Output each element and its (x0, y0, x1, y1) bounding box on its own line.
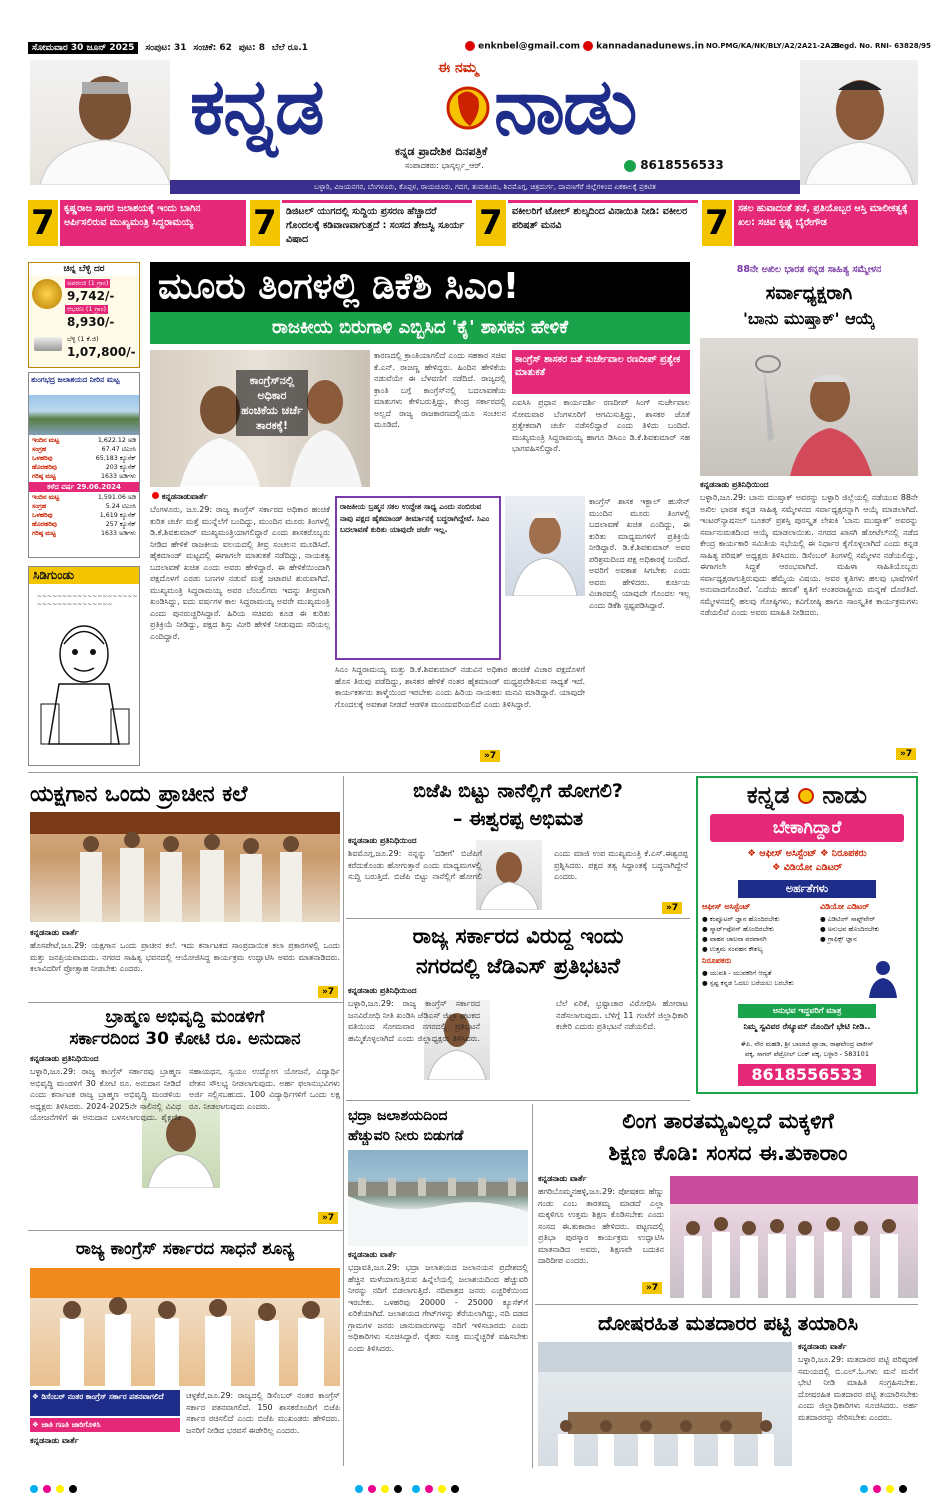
dam-row-value: 5.24 ಟಿಎಂಸಿ (105, 503, 136, 510)
gold-coins-icon (32, 279, 62, 309)
eshwarappa-headline-2: – ಈಶ್ವರಪ್ಪ ಅಭಿಮತ (452, 808, 584, 830)
gold24-value: 9,742/- (67, 289, 115, 303)
gender-event-photo (670, 1176, 918, 1298)
email-icon (465, 41, 475, 51)
registration-dots-center (355, 1478, 464, 1497)
jobs-requirement-item: ● ಅನುಭವ ಹೊಂದಿರಬೇಕು (820, 925, 880, 933)
teaser-4[interactable] (702, 200, 918, 246)
silver-value: 1,07,800/- (67, 345, 136, 359)
dam-row-value: 67.47 ಟಿಎಂಸಿ (101, 446, 136, 453)
yakshagana-continued-link[interactable]: »7 (318, 986, 338, 998)
voters-body: ಬಳ್ಳಾರಿ,ಜೂ.29: ಮತದಾರರ ಪಟ್ಟಿ ಪರಿಷ್ಕರಣೆ ಸಮಯದಲ್ಲಿ ಬಿ.ಎಲ್.ಓ.ಗಳು ಮನೆ ಮನೆಗೆ ಭೇಟಿ ನೀಡಿ ಮಾಹಿತಿ ಸಂಗ್ರಹಿಸಬೇಕು. ದೋಷರಹಿತ ಮತದಾರರ ಪಟ್ಟಿ ತಯಾರಿಸಬೇಕು ಎಂದು ಜಿಲ್ಲಾಧಿಕಾರಿಗಳು ಸೂಚಿಸಿದರು. ಅರ್ಹ ಮತದಾರರನ್ನು ಸೇರಿಸಬೇಕು ಎಂದರು. (798, 1355, 918, 1422)
cartoon-title: ಸಿಡಿಗುಂಡು (29, 567, 139, 584)
jobs-brand: ಕನ್ನಡ ನಾಡು (746, 781, 868, 809)
pages: ಪುಟ: 8 (238, 43, 265, 53)
dam-current-rows (29, 435, 139, 482)
dam-photo (29, 395, 139, 435)
banu-mushtaq-photo (700, 338, 918, 476)
dam-row-label: ಒಳಹರಿವು (32, 455, 53, 462)
jobs-requirement-item: ● ಸ್ಪಷ್ಟ ಕನ್ನಡ ಓದಲು ಬರೆಯಲು ಬರಬೇಕು (702, 979, 794, 987)
volume: ಸಂಪುಟ: 31 (145, 43, 187, 53)
lead-col-4: ಕಾಂಗ್ರೆಸ್ ಶಾಸಕ ಇಕ್ಬಾಲ್ ಹುಸೇನ್ ಮುಂದಿನ ಮೂರು ತಿಂಗಳಲ್ಲಿ ಬದಲಾವಣೆ ಖಚಿತ ಎಂದಿದ್ದು, ಈ ಕುರಿತು ಮಾಧ್ಯಮಗಳಿಗೆ ಪ್ರತಿಕ್ರಿಯೆ ನೀಡಿದ್ದಾರೆ. ಡಿ.ಕೆ.ಶಿವಕುಮಾರ್ ಅವರ ಪರಿಶ್ರಮದಿಂದ ಪಕ್ಷ ಅಧಿಕಾರಕ್ಕೆ ಬಂದಿದೆ. ಅವರಿಗೆ ಅವಕಾಶ ಸಿಗಬೇಕು ಎಂದು ಅವರು ಹೇಳಿದರು. ಕುರ್ಚಿಯ ವಿಚಾರದಲ್ಲಿ ಯಾವುದೇ ಗೊಂದಲ ಇಲ್ಲ ಎಂದು ಡಿಕೆಶಿ ಸ್ಪಷ್ಟಪಡಿಸಿದ್ದಾರೆ. (589, 497, 690, 610)
dam-last-year-rows (29, 492, 139, 539)
jobs-wanted-banner: ಬೇಕಾಗಿದ್ದಾರೆ (710, 814, 904, 842)
jobs-requirement-item: ● ಸ್ಮಾರ್ಟ್‌ಫೋನ್ ಹೊಂದಿರಬೇಕು (702, 925, 775, 933)
lead-col-2: ಕಾರಣದಲ್ಲಿ ಕ್ರಾಂತಿಯಾಗಲಿದೆ ಎಂದು ಸಹಕಾರ ಸಚಿವ ಕೆ.ಎನ್. ರಾಜಣ್ಣ ಹೇಳಿದ್ದರು. ಹಿಂದಿನ ಹೇಳಿಕೆಯ ನಡುವೆಯೇ ಈ ಬೆಳವಣಿಗೆ ನಡೆದಿದೆ. ರಾಜ್ಯದಲ್ಲಿ ಕ್ರಾಂತಿ ಬಗ್ಗೆ ಕಾಂಗ್ರೆಸ್‌ನಲ್ಲಿ ಬದಲಾವಣೆಯ ಮಾತುಗಳು ಕೇಳಿಬರುತ್ತಿದ್ದು, ಕೇಂದ್ರ ಸರ್ಕಾರದಲ್ಲಿ ಅಲ್ಲದೆ ರಾಜ್ಯ ರಾಜಕಾರಣದಲ್ಲಿಯೂ ಸಂಚಲನ ಮೂಡಿದೆ. (374, 351, 506, 429)
jobs-requirement-item: ● ಉತ್ತಮ ಸಂವಹನ ಕೌಶಲ್ಯ (702, 945, 763, 953)
eshwarappa-body: ಶಿವಮೊಗ್ಗ,ಜೂ.29: ನನ್ನನ್ನು 'ದಡೀಗೆ' ಬಿಜೆಪಿಗೆ ಕರೆದುಕೊಂಡು ಹೋಗುತ್ತಾರೆ ಎಂದು ಮಾಧ್ಯಮಗಳಲ್ಲಿ ಸುದ್ದಿ ಬರುತ್ತಿದೆ. ಬಿಜೆಪಿ ಬಿಟ್ಟು ನಾನೆಲ್ಲಿಗೆ ಹೋಗಲಿ ಎಂದು ಮಾಜಿ ಉಪ ಮುಖ್ಯಮಂತ್ರಿ ಕೆ.ಎಸ್.ಈಶ್ವರಪ್ಪ ಪ್ರಶ್ನಿಸಿದರು. ಪಕ್ಷದ ತತ್ವ ಸಿದ್ಧಾಂತಕ್ಕೆ ಬದ್ಧನಾಗಿದ್ದೇನೆ ಎಂದರು. (348, 849, 688, 881)
dam-row (32, 493, 136, 502)
yakshagana-byline: ಕನ್ನಡನಾಡು ವಾರ್ತೆ (30, 928, 79, 937)
lead-subhead: ರಾಜಕೀಯ ಬಿರುಗಾಳಿ ಎಬ್ಬಿಸಿದ 'ಕೈ' ಶಾಸಕನ ಹೇಳಿಕೆ (150, 312, 690, 344)
teaser-page-number: 7 (705, 203, 729, 243)
dam-row-label: ಹೊರಹರಿವು (32, 521, 57, 528)
masthead-title-small: ಈ ನಮ್ಮ (438, 60, 479, 76)
cm-photo (30, 60, 170, 185)
lead-col-3: ಸಿಎಂ ಸಿದ್ದರಾಮಯ್ಯ ಮತ್ತು ಡಿ.ಕೆ.ಶಿವಕುಮಾರ್ ನಡುವಿನ ಅಧಿಕಾರ ಹಂಚಿಕೆ ವಿಚಾರ ಪಕ್ಷದೊಳಗೆ ಹೊಸ ತಿರುವು ಪಡೆದಿದ್ದು, ಶಾಸಕರ ಹೇಳಿಕೆ ನಂತರ ಹೈಕಮಾಂಡ್ ಮಧ್ಯಪ್ರವೇಶಿಸುವ ಸಾಧ್ಯತೆ ಇದೆ. ಕಾರ್ಯಕರ್ತರು ತಾಳ್ಮೆಯಿಂದ ಇರಬೇಕು ಎಂದು ಹಿರಿಯ ನಾಯಕರು ಮನವಿ ಮಾಡಿದ್ದಾರೆ. ಯಾವುದೇ ಗೊಂದಲಕ್ಕೆ ಅವಕಾಶ ನೀಡದೆ ಆಡಳಿತ ಮುಂದುವರಿಯಲಿದೆ ಎಂದು ತಿಳಿಸಿದ್ದಾರೆ. (335, 665, 585, 709)
teaser-2[interactable] (250, 200, 472, 246)
congress-zero-bullet-2: ❖ ಜಾತಿ ಗಣತಿ ಜಾರಿಗೊಳಿಸಿ (30, 1418, 180, 1432)
sahitya-headline-2: 'ಬಾನು ಮುಷ್ತಾಕ್' ಆಯ್ಕೆ (743, 309, 875, 328)
dam-row (32, 529, 136, 538)
registration-dots-right (860, 1478, 912, 1497)
lead-byline: ಕನ್ನಡನಾಡುವಾರ್ತೆ (152, 492, 208, 502)
teaser-text: ವಕೀಲರಿಗೆ ಟೋಲ್ ಶುಲ್ಕದಿಂದ ವಿನಾಯಿತಿ ನೀಡಿ: ವಕೀಲರ ಪರಿಷತ್ ಮನವಿ (508, 200, 698, 246)
dam-row-value: 1,619 ಕ್ಯೂಸೆಕ್ (99, 512, 136, 519)
teaser-page-number: 7 (479, 203, 503, 243)
brahmin-headline-2: ಸರ್ಕಾರದಿಂದ 30 ಕೋಟಿ ರೂ. ಅನುದಾನ (69, 1029, 301, 1049)
districts-strip: ಬಳ್ಳಾರಿ, ವಿಜಯನಗರ, ಬೆಂಗಳೂರು, ಕೊಪ್ಪಳ, ರಾಯಚೂರು, ಗದಗ, ತುಮಕೂರು, ಶಿವಮೊಗ್ಗ, ಚಿತ್ರದುರ್ಗ, ದಾವಣಗೆರೆ ಜಿಲ್ಲೆಗಳಿಂದ ಏಕಕಾಲಕ್ಕೆ ಪ್ರಕಟಿತ (170, 180, 800, 194)
congress-zero-headline: ರಾಜ್ಯ ಕಾಂಗ್ರೆಸ್ ಸರ್ಕಾರದ ಸಾಧನೆ ಶೂನ್ಯ (75, 1239, 295, 1259)
masthead-title-left: ಕನ್ನಡ (190, 62, 323, 152)
whatsapp-contact[interactable]: 8618556533 (624, 158, 724, 172)
jobs-requirement-item: ● ಎಡಿಟಿಂಗ್ ಸಾಫ್ಟ್‌ವೇರ್ (820, 915, 876, 923)
sahitya-byline: ಕನ್ನಡನಾಡು ಪ್ರತಿನಿಧಿಯಿಂದ (700, 480, 769, 489)
website-link[interactable]: kannadanadunews.in (583, 41, 704, 52)
issue-number: ಸಂಚಿಕೆ: 62 (193, 43, 232, 53)
dam-row-value: 1633 ಅಡಿಗಳು (101, 530, 136, 537)
jobs-video-title: ವಿಡಿಯೋ ಎಡಿಟರ್ (820, 902, 870, 911)
gender-headline-2: ಶಿಕ್ಷಣ ಕೊಡಿ: ಸಂಸದ ಈ.ತುಕಾರಾಂ (608, 1141, 848, 1165)
gold-rates-title: ಚಿನ್ನ ಬೆಳ್ಳಿ ದರ (29, 263, 139, 276)
teaser-1[interactable] (28, 200, 246, 246)
jobs-ad (696, 776, 918, 1094)
dam-row-label: ಒಳಹರಿವು (32, 512, 53, 519)
jobs-experience: ಅನುಭವ ಇದ್ದವರಿಗೆ ಮಾತ್ರ (738, 1004, 876, 1018)
jobs-phone[interactable]: 8618556533 (738, 1064, 876, 1086)
registration-dots-left (30, 1478, 82, 1497)
jobs-office-list (702, 914, 814, 954)
gold22-label: ಆಭರಣ (1 ಗ್ರಾಂ) (67, 305, 107, 313)
congress-zero-body: ಚಳ್ಳಕೆರೆ,ಜೂ.29: ರಾಜ್ಯದಲ್ಲಿ ಡಿಸೆಂಬರ್ ನಂತರ ಕಾಂಗ್ರೆಸ್ ಸರ್ಕಾರ ಪತನವಾಗಲಿದೆ. 150 ಶಾಸಕರೊಂದಿಗೆ ಬಿಜೆಪಿ ಸರ್ಕಾರ ರಚಿಸಲಿದೆ ಎಂದು ಬಿಜೆಪಿ ಮುಖಂಡರು ಹೇಳಿದರು. ಜನರಿಗೆ ನೀಡಿದ ಭರವಸೆ ಈಡೇರಿಲ್ಲ ಎಂದರು. (186, 1391, 340, 1435)
voters-headline: ದೋಷರಹಿತ ಮತದಾರರ ಪಟ್ಟಿ ತಯಾರಿಸಿ (598, 1311, 858, 1335)
svg-text:~~~~~~~~~~~~~~~~~~~~: ~~~~~~~~~~~~~~~~~~~~ (37, 593, 138, 600)
bhadra-headline-1: ಭದ್ರಾ ಜಲಾಶಯದಿಂದ (348, 1108, 448, 1124)
cartoon-drawing (29, 584, 139, 764)
dam-row-value: 1,622.12 ಅಡಿ (97, 437, 136, 444)
registration-1: NO.PMG/KA/NK/BLY/A2/2A21-2A23 (706, 42, 841, 50)
eshwarappa-continued-link[interactable]: »7 (662, 902, 682, 914)
dam-row-label: ಗರಿಷ್ಠ ಮಟ್ಟ (32, 473, 56, 480)
yakshagana-body: ಹೊಸಪೇಟೆ,ಜೂ.29: ಯಕ್ಷಗಾನ ಒಂದು ಪ್ರಾಚೀನ ಕಲೆ. ಇದು ಕರ್ನಾಟಕದ ಸಾಂಪ್ರದಾಯಿಕ ಕಲಾ ಪ್ರಕಾರಗಳಲ್ಲಿ ಒಂದು ಮತ್ತು ಜನಪ್ರಿಯವಾದುದು. ನಗರದ ಸಾಹಿತ್ಯ ಭವನದಲ್ಲಿ ಆಯೋಜಿಸಿದ್ದ ಕಾರ್ಯಕ್ರಮ ಉದ್ಘಾಟಿಸಿ ಅವರು ಮಾತನಾಡಿದರು. ಕಲಾವಿದರಿಗೆ ಪ್ರೋತ್ಸಾಹ ನೀಡಬೇಕು ಎಂದರು. (30, 941, 340, 973)
dam-row (32, 520, 136, 529)
yakshagana-headline: ಯಕ್ಷಗಾನ ಒಂದು ಪ್ರಾಚೀನ ಕಲೆ (30, 782, 248, 807)
dam-row-value: 1,591.06 ಅಡಿ (97, 494, 136, 501)
dam-row-label: ಸಂಗ್ರಹ (32, 503, 47, 510)
lead-inset-headline: ಕಾಂಗ್ರೆಸ್ ಶಾಸಕರ ಜತೆ ಸುರ್ಜೇವಾಲ ರಣದೀಪ್ ಪ್ರತ್ಯೇಕ ಮಾತುಕತೆ (512, 350, 690, 394)
dam-row (32, 436, 136, 445)
dam-row-value: 257 ಕ್ಯೂಸೆಕ್ (105, 521, 136, 528)
lead-col-1: ಬೆಂಗಳೂರು, ಜೂ.29: ರಾಜ್ಯ ಕಾಂಗ್ರೆಸ್ ಸರ್ಕಾರದ ಅಧಿಕಾರ ಹಂಚಿಕೆ ಕುರಿತ ಚರ್ಚೆ ಮತ್ತೆ ಮುನ್ನೆಲೆಗೆ ಬಂದಿದ್ದು, ಮುಂದಿನ ಮೂರು ತಿಂಗಳಲ್ಲಿ ಡಿ.ಕೆ.ಶಿವಕುಮಾರ್ ಮುಖ್ಯಮಂತ್ರಿಯಾಗಲಿದ್ದಾರೆ ಎಂದು ಶಾಸಕರೊಬ್ಬರು ನೀಡಿದ ಹೇಳಿಕೆ ರಾಜಕೀಯ ವಲಯದಲ್ಲಿ ತೀವ್ರ ಸಂಚಲನ ಮೂಡಿಸಿದೆ. ಹೈಕಮಾಂಡ್ ಮಟ್ಟದಲ್ಲಿ ಈಗಾಗಲೇ ಮಾತುಕತೆ ನಡೆದಿದ್ದು, ನಾಯಕತ್ವ ಬದಲಾವಣೆ ಖಚಿತ ಎಂದು ಅವರು ಹೇಳಿದ್ದಾರೆ. ಈ ಹೇಳಿಕೆಯಿಂದಾಗಿ ಪಕ್ಷದೊಳಗೆ ಎರಡು ಬಣಗಳ ನಡುವೆ ಮತ್ತೆ ಜಟಾಪಟಿ ಶುರುವಾಗಿದೆ. ಮುಖ್ಯಮಂತ್ರಿ ಸಿದ್ದರಾಮಯ್ಯ ಅವರ ಬೆಂಬಲಿಗರು ಇದನ್ನು ತೀವ್ರವಾಗಿ ಖಂಡಿಸಿದ್ದು, ಐದು ವರ್ಷಗಳ ಕಾಲ ಸಿದ್ದರಾಮಯ್ಯ ಅವರೇ ಮುಖ್ಯಮಂತ್ರಿ ಎಂದು ಪುನರುಚ್ಚರಿಸಿದ್ದಾರೆ. ಹಿರಿಯ ಸಚಿವರು ಕೂಡ ಈ ಕುರಿತು ಪ್ರತಿಕ್ರಿಯೆ ನೀಡಿದ್ದು, ಪಕ್ಷದ ಶಿಸ್ತು ಮೀರಿ ಹೇಳಿಕೆ ನೀಡುವುದು ಸರಿಯಲ್ಲ ಎಂದಿದ್ದಾರೆ. (150, 505, 330, 641)
voters-byline: ಕನ್ನಡನಾಡು ವಾರ್ತೆ (798, 1342, 847, 1351)
dam-row-label: ಹೊರಹರಿವು (32, 464, 57, 471)
cartoon-box (28, 566, 140, 766)
jds-headline-1: ರಾಜ್ಯ ಸರ್ಕಾರದ ವಿರುದ್ಧ ಇಂದು (412, 924, 624, 948)
jobs-anchor-title: ನಿರೂಪಕರು (702, 956, 732, 965)
jds-byline: ಕನ್ನಡನಾಡು ಪ್ರತಿನಿಧಿಯಿಂದ (348, 986, 417, 995)
gender-headline-1: ಲಿಂಗ ತಾರತಮ್ಯವಿಲ್ಲದೆ ಮಕ್ಕಳಿಗೆ (622, 1109, 834, 1133)
jobs-anchor-list (702, 968, 814, 988)
whatsapp-icon (624, 160, 636, 172)
registration-2: Regd. No. RNI- 63828/95 (834, 42, 931, 50)
dam-row (32, 502, 136, 511)
dam-level-box (28, 372, 140, 558)
congress-zero-byline: ಕನ್ನಡನಾಡು ವಾರ್ತೆ (30, 1436, 79, 1445)
lead-inset (512, 350, 690, 488)
dam-row (32, 472, 136, 481)
jobs-requirement-item: ● ಕಂಪ್ಯೂಟರ್ ಜ್ಞಾನ ಹೊಂದಿರಬೇಕು (702, 915, 780, 923)
jobs-requirement-item: ● ವಾಹನ ಚಾಲನಾ ಪರವಾನಗಿ (702, 935, 767, 943)
teaser-3[interactable] (476, 200, 698, 246)
jobs-address-1: #ಪಿ. ನೇರ ಮಹಡಿ, ಶ್ರೀ ಬಾಲಾಜಿ ಪ್ಲಾಜಾ, ರಾಘವೇಂದ್ರ ಟಾಕೀಸ್ (740, 1040, 874, 1048)
brahmin-headline-1: ಬ್ರಾಹ್ಮಣ ಅಭಿವೃದ್ಧಿ ಮಂಡಳಿಗೆ (105, 1007, 265, 1027)
masthead-emblem (446, 78, 490, 138)
silver-label: ಬೆಳ್ಳಿ (1 ಕೆ.ಜಿ) (67, 335, 99, 343)
teaser-text: ಸಕಲ ಹುವಾದಂತೆ ತಡೆ, ಪ್ರತಿಯೊಬ್ಬರ ಆಸ್ತಿ ಮಾಲೀಕತ್ವಕ್ಕೆ ಖಲ: ಸಚಿವ ಕೃಷ್ಣ ಬೈರೇಗೌಡ (734, 200, 918, 246)
congress-zero-photo (30, 1268, 340, 1386)
dam-level-title: ತುಂಗಭದ್ರ ಜಲಾಶಯದ ನೀರಿನ ಮಟ್ಟ (31, 375, 120, 384)
email-link[interactable]: enknbel@gmail.com (465, 41, 580, 52)
brahmin-body: ಬಳ್ಳಾರಿ,ಜೂ.29: ರಾಜ್ಯ ಕಾಂಗ್ರೆಸ್ ಸರ್ಕಾರವು ಬ್ರಾಹ್ಮಣ ಅಭಿವೃದ್ಧಿ ಮಂಡಳಿಗೆ 30 ಕೋಟಿ ರೂ. ಅನುದಾನ ನೀಡಿದೆ ಎಂದು ಕರ್ನಾಟಕ ರಾಜ್ಯ ಬ್ರಾಹ್ಮಣ ಅಭಿವೃದ್ಧಿ ಮಂಡಳಿಯ ಅಧ್ಯಕ್ಷರು ತಿಳಿಸಿದರು. 2024-2025ನೇ ಸಾಲಿನಲ್ಲಿ ವಿವಿಧ ಯೋಜನೆಗಳಿಗೆ ಈ ಅನುದಾನ ಬಳಸಲಾಗುವುದು. ಶೈಕ್ಷಣಿಕ ಸಹಾಯಧನ, ಸ್ವಯಂ ಉದ್ಯೋಗ ಯೋಜನೆ, ವಿದ್ಯಾರ್ಥಿ ವೇತನ ಸೌಲಭ್ಯ ನೀಡಲಾಗುವುದು. ಅರ್ಹ ಫಲಾನುಭವಿಗಳು ಅರ್ಜಿ ಸಲ್ಲಿಸಬಹುದು. 100 ವಿದ್ಯಾರ್ಥಿಗಳಿಗೆ ಒಂದು ಲಕ್ಷ ರೂ. ನೀಡಲಾಗುವುದು ಎಂದರು. (30, 1067, 340, 1122)
dam-row-value: 1633 ಅಡಿಗಳು (101, 473, 136, 480)
gender-byline: ಕನ್ನಡನಾಡು ವಾರ್ತೆ (538, 1174, 587, 1183)
sahitya-body: ಬಳ್ಳಾರಿ,ಜೂ.29: ಬಾನು ಮುಷ್ತಾಕ್ ಅವರನ್ನು ಬಳ್ಳಾರಿ ಜಿಲ್ಲೆಯಲ್ಲಿ ನಡೆಯುವ 88ನೇ ಅಖಿಲ ಭಾರತ ಕನ್ನಡ ಸಾಹಿತ್ಯ ಸಮ್ಮೇಳನದ ಸರ್ವಾಧ್ಯಕ್ಷರನ್ನಾಗಿ ಆಯ್ಕೆ ಮಾಡಲಾಗಿದೆ. ಇಂಟರ್‌ನ್ಯಾಷನಲ್ ಬೂಕರ್ ಪ್ರಶಸ್ತಿ ಪುರಸ್ಕೃತ ಲೇಖಕಿ 'ಬಾನು ಮುಷ್ತಾಕ್' ಅವರನ್ನು ಸರ್ವಾನುಮತದಿಂದ ಆಯ್ಕೆ ಮಾಡಲಾಯಿತು. ನಗರದ ಖಾಸಗಿ ಹೋಟೆಲ್‌ನಲ್ಲಿ ನಡೆದ ಕೇಂದ್ರ ಕಾರ್ಯಕಾರಿ ಸಮಿತಿಯ ಸಭೆಯಲ್ಲಿ ಈ ನಿರ್ಧಾರ ಕೈಗೊಳ್ಳಲಾಗಿದೆ ಎಂದು ಕನ್ನಡ ಸಾಹಿತ್ಯ ಪರಿಷತ್ ಅಧ್ಯಕ್ಷರು ತಿಳಿಸಿದರು. ಡಿಸೆಂಬರ್ ತಿಂಗಳಲ್ಲಿ ಸಮ್ಮೇಳನ ನಡೆಯಲಿದ್ದು, ಈಗಾಗಲೇ ಸಿದ್ಧತೆ ಆರಂಭವಾಗಿದೆ. ಮಹಿಳಾ ಸಾಹಿತಿಯೊಬ್ಬರು ಸರ್ವಾಧ್ಯಕ್ಷರಾಗುತ್ತಿರುವುದು ಹೆಮ್ಮೆಯ ವಿಷಯ. ಅವರ ಕೃತಿಗಳು ಹಲವು ಭಾಷೆಗಳಿಗೆ ಅನುವಾದಗೊಂಡಿವೆ. 'ಎದೆಯ ಹಣತೆ' ಕೃತಿಗೆ ಅಂತರರಾಷ್ಟ್ರೀಯ ಮನ್ನಣೆ ದೊರೆತಿದೆ. ಸಮ್ಮೇಳನದಲ್ಲಿ ಹಲವು ಗೋಷ್ಠಿಗಳು, ಕವಿಗೋಷ್ಠಿ ಹಾಗೂ ಸಾಂಸ್ಕೃತಿಕ ಕಾರ್ಯಕ್ರಮಗಳು ನಡೆಯಲಿವೆ ಎಂದು ಅವರು ಮಾಹಿತಿ ನೀಡಿದರು. (700, 493, 918, 617)
issue-date: ಸೋಮವಾರ 30 ಜೂನ್ 2025 (28, 42, 138, 54)
svg-text:~~~~~~~~~~~~~~~: ~~~~~~~~~~~~~~~ (37, 601, 113, 608)
bhadra-body: ಭದ್ರಾವತಿ,ಜೂ.29: ಭದ್ರಾ ಜಲಾಶಯದ ಜಲಾನಯನ ಪ್ರದೇಶದಲ್ಲಿ ಹೆಚ್ಚಿನ ಮಳೆಯಾಗುತ್ತಿರುವ ಹಿನ್ನೆಲೆಯಲ್ಲಿ ಜಲಾಶಯದಿಂದ ಹೆಚ್ಚುವರಿ ನೀರನ್ನು ನದಿಗೆ ಬಿಡಲಾಗುತ್ತಿದೆ. ನದಿಪಾತ್ರದ ಜನರು ಎಚ್ಚರಿಕೆಯಿಂದ ಇರಬೇಕು. ಒಳಹರಿವು 20000 - 25000 ಕ್ಯೂಸೆಕ್‌ಗೆ ಏರಿಕೆಯಾಗಿದೆ. ಜಲಾಶಯದ ಗೇಟ್‌ಗಳನ್ನು ತೆರೆಯಲಾಗಿದ್ದು, ನದಿ ದಡದ ಗ್ರಾಮಗಳ ಜನರು ಜಾನುವಾರುಗಳನ್ನು ನದಿಗೆ ಇಳಿಸಬಾರದು ಎಂದು ಅಧಿಕಾರಿಗಳು ಸೂಚಿಸಿದ್ದಾರೆ. ರೈತರು ಸೂಕ್ತ ಮುನ್ನೆಚ್ಚರಿಕೆ ವಹಿಸಬೇಕು ಎಂದು ತಿಳಿಸಿದರು. (348, 1263, 528, 1353)
byline-bullet-icon (152, 492, 159, 499)
masthead-title-right: ನಾಡು (494, 62, 636, 152)
eshwarappa-byline: ಕನ್ನಡನಾಡು ಪ್ರತಿನಿಧಿಯಿಂದ (348, 836, 417, 845)
globe-icon (583, 41, 593, 51)
jds-headline-2: ನಗರದಲ್ಲಿ ಜೆಡಿಎಸ್ ಪ್ರತಿಭಟನೆ (416, 954, 620, 978)
dam-row (32, 511, 136, 520)
dam-row-value: 65,183 ಕ್ಯೂಸೆಕ್ (95, 455, 136, 462)
jobs-office-title: ಆಫೀಸ್ ಅಸಿಸ್ಟೆಂಟ್ (702, 902, 751, 911)
brahmin-continued-link[interactable]: »7 (318, 1212, 338, 1224)
teaser-strip (28, 200, 918, 246)
gold22-value: 8,930/- (67, 315, 115, 329)
dam-row-label: ಸಂಗ್ರಹ (32, 446, 47, 453)
teaser-page-number: 7 (253, 203, 277, 243)
congress-zero-bullet-1: ❖ ಡಿಸೆಂಬರ್ ನಂತರ ಕಾಂಗ್ರೆಸ್ ಸರ್ಕಾರ ಪತನವಾಗಲಿದೆ (30, 1390, 180, 1416)
dam-last-year-label: ಕಳೆದ ವರ್ಷ 29.06.2024 (29, 482, 139, 492)
bhadra-byline: ಕನ್ನಡನಾಡು ವಾರ್ತೆ (348, 1250, 397, 1259)
bhadra-headline-2: ಹೆಚ್ಚುವರಿ ನೀರು ಬಿಡುಗಡೆ (348, 1128, 464, 1144)
lead-continued-link[interactable]: »7 (480, 750, 500, 762)
jobs-roles-1: ❖ ಆಫೀಸ್ ಅಸಿಸ್ಟೆಂಟ್ ❖ ನಿರೂಪಕರು (747, 848, 867, 859)
masthead-tagline: ಕನ್ನಡ ಪ್ರಾದೇಶಿಕ ದಿನಪತ್ರಿಕೆ (395, 145, 488, 158)
sahitya-headline-1: ಸರ್ವಾಧ್ಯಕ್ಷರಾಗಿ (765, 283, 853, 304)
minister-photo (800, 60, 918, 185)
lead-inset-body: ಎಐಸಿಸಿ ಪ್ರಧಾನ ಕಾರ್ಯದರ್ಶಿ ರಣದೀಪ್ ಸಿಂಗ್ ಸುರ್ಜೇವಾಲ ಸೋಮವಾರ ಬೆಂಗಳೂರಿಗೆ ಆಗಮಿಸುತ್ತಿದ್ದು, ಶಾಸಕರ ಜೊತೆ ಪ್ರತ್ಯೇಕವಾಗಿ ಚರ್ಚೆ ನಡೆಸಲಿದ್ದಾರೆ ಎಂದು ತಿಳಿದು ಬಂದಿದೆ. ಮುಖ್ಯಮಂತ್ರಿ ಸಿದ್ದರಾಮಯ್ಯ ಹಾಗೂ ಡಿಸಿಎಂ ಡಿ.ಕೆ.ಶಿವಕುಮಾರ್ ಸಹ ಭಾಗವಹಿಸಲಿದ್ದಾರೆ. (512, 398, 690, 453)
lead-photo (150, 350, 370, 487)
gender-body: ಹಗರಿಬೊಮ್ಮನಹಳ್ಳಿ,ಜೂ.29: ಪೋಷಕರು ಹೆಣ್ಣು ಗಂಡು ಎಂಬ ತಾರತಮ್ಯ ಮಾಡದೆ ಎಲ್ಲಾ ಮಕ್ಕಳಿಗೂ ಉತ್ತಮ ಶಿಕ್ಷಣ ಕೊಡಿಸಬೇಕು ಎಂದು ಸಂಸದ ಈ.ತುಕಾರಾಂ ಹೇಳಿದರು. ಪಟ್ಟಣದಲ್ಲಿ ಪ್ರತಿಭಾ ಪುರಸ್ಕಾರ ಕಾರ್ಯಕ್ರಮ ಉದ್ಘಾಟಿಸಿ ಮಾತನಾಡಿದ ಅವರು, ಶಿಕ್ಷಣವೇ ಬದುಕಿನ ದಾರಿದೀಪ ಎಂದರು. (538, 1187, 664, 1265)
jobs-requirement-item: ● ಗ್ರಾಫಿಕ್ಸ್ ಜ್ಞಾನ (820, 935, 857, 943)
jobs-requirement-item: ● ಯುವತಿ - ಯುವಕರಿಗೆ ಆದ್ಯತೆ (702, 969, 772, 977)
gender-continued-link[interactable]: »7 (642, 1282, 662, 1294)
sahitya-kicker: 88ನೇ ಅಖಿಲ ಭಾರತ ಕನ್ನಡ ಸಾಹಿತ್ಯ ಸಮ್ಮೇಳನ (736, 264, 882, 275)
dam-row-label: ಇಂದಿನ ಮಟ್ಟ (32, 437, 60, 444)
gold-rates-box (28, 262, 140, 368)
lead-headline: ಮೂರು ತಿಂಗಳಲ್ಲಿ ಡಿಕೆಶಿ ಸಿಎಂ! (150, 262, 690, 312)
dam-row (32, 463, 136, 472)
jobs-video-list (820, 914, 914, 944)
jds-body: ಬಳ್ಳಾರಿ,ಜೂ.29: ರಾಜ್ಯ ಕಾಂಗ್ರೆಸ್ ಸರ್ಕಾರದ ಜನವಿರೋಧಿ ನೀತಿ ಖಂಡಿಸಿ ಜೆಡಿಎಸ್ ಜಿಲ್ಲಾ ಘಟಕದ ವತಿಯಿಂದ ಸೋಮವಾರ ನಗರದಲ್ಲಿ ಪ್ರತಿಭಟನೆ ಹಮ್ಮಿಕೊಳ್ಳಲಾಗಿದೆ ಎಂದು ಜಿಲ್ಲಾಧ್ಯಕ್ಷರು ತಿಳಿಸಿದರು. ಬೆಲೆ ಏರಿಕೆ, ಭ್ರಷ್ಟಾಚಾರ ವಿರೋಧಿಸಿ ಹೋರಾಟ ನಡೆಸಲಾಗುವುದು. ಬೆಳಿಗ್ಗೆ 11 ಗಂಟೆಗೆ ಜಿಲ್ಲಾಧಿಕಾರಿ ಕಚೇರಿ ಎದುರು ಪ್ರತಿಭಟನೆ ನಡೆಯಲಿದೆ. (348, 999, 688, 1043)
jobs-resume-note: ನಿಮ್ಮ ಸ್ವವಿವರ ರೆಸ್ಯೂಮ್ ನೊಂದಿಗೆ ಭೇಟಿ ನೀಡಿ.. (743, 1022, 871, 1031)
dam-row-label: ಗರಿಷ್ಠ ಮಟ್ಟ (32, 530, 56, 537)
jobs-brand-emblem (798, 788, 814, 804)
lead-quote-box: ರಾಜಕೀಯ ಬ್ರಹ್ಮನ ಸಕಲ ಉದ್ದೇಶ ಸಾಧ್ಯ ಎಂದು ನಂಬಿರುವ ನಾವು ಪಕ್ಷದ ಹೈಕಮಾಂಡ್ ತೀರ್ಮಾನಕ್ಕೆ ಬದ್ಧರಾಗಿದ್ದೇವೆ. ಸಿಎಂ ಬದಲಾವಣೆ ಕುರಿತು ಯಾವುದೇ ಚರ್ಚೆ ಇಲ್ಲ. (335, 496, 501, 660)
masthead-editor: ಸಂಪಾದಕರು: ಭಾಸ್ಕರ್ಲ್ಲ_ಆರ್. (405, 161, 484, 170)
jobs-qualifications-title: ಅರ್ಹತೆಗಳು (738, 880, 876, 898)
teaser-text: ಕೃಷ್ಣರಾಜ ಸಾಗರ ಜಲಾಶಯಕ್ಕೆ ಇಂದು ಬಾಗಿನ ಅರ್ಪಿಸಲಿರುವ ಮುಖ್ಯಮಂತ್ರಿ ಸಿದ್ದರಾಮಯ್ಯ (60, 200, 246, 246)
sahitya-continued-link[interactable]: »7 (896, 748, 916, 760)
bhadra-dam-photo (348, 1150, 528, 1246)
gold24-label: ಅಪರಂಜಿ (1 ಗ್ರಾಂ) (67, 279, 109, 287)
jobs-person-icon (866, 958, 900, 998)
yakshagana-photo (30, 812, 340, 922)
teaser-text: ಡಿಜಿಟಲ್ ಯುಗದಲ್ಲಿ ಸುದ್ದಿಯ ಪ್ರಸರಣ ಹೆಚ್ಚಾದರೆ ಗೊಂದಲಕ್ಕೆ ಕಡಿವಾಣವಾಗುತ್ತದೆ : ಸಂಸದ ತೇಜಸ್ವಿ ಸೂರ್ಯ ವಿಷಾದ (282, 200, 472, 246)
lead-photo-caption: ಕಾಂಗ್ರೆಸ್‌ನಲ್ಲಿ ಅಧಿಕಾರ ಹಂಚಿಕೆಯ ಚರ್ಚೆ ತಾರಕಕ್ಕೆ! (236, 370, 308, 436)
dam-row (32, 454, 136, 463)
brahmin-byline: ಕನ್ನಡನಾಡು ಪ್ರತಿನಿಧಿಯಿಂದ (30, 1054, 99, 1063)
surjewala-photo (505, 496, 585, 596)
eshwarappa-headline-1: ಬಿಜೆಪಿ ಬಿಟ್ಟು ನಾನೆಲ್ಲಿಗೆ ಹೋಗಲಿ? (413, 780, 623, 802)
dam-row (32, 445, 136, 454)
teaser-page-number: 7 (31, 203, 55, 243)
dam-row-value: 203 ಕ್ಯೂಸೆಕ್ (105, 464, 136, 471)
jobs-roles-2: ❖ ವಿಡಿಯೋ ಎಡಿಟರ್ (771, 862, 843, 873)
voters-meeting-photo (538, 1342, 792, 1466)
silver-bar-icon (34, 337, 62, 351)
dam-row-label: ಇಂದಿನ ಮಟ್ಟ (32, 494, 60, 501)
jobs-address-2: ಪಕ್ಕ, ಸಾಗರ್ ಪೆಟ್ರೋಲ್ ಬಂಕ್ ಪಕ್ಕ, ಬಳ್ಳಾರಿ - 583101 (745, 1050, 869, 1058)
price: ಬೆಲೆ ರೂ.1 (271, 43, 308, 53)
